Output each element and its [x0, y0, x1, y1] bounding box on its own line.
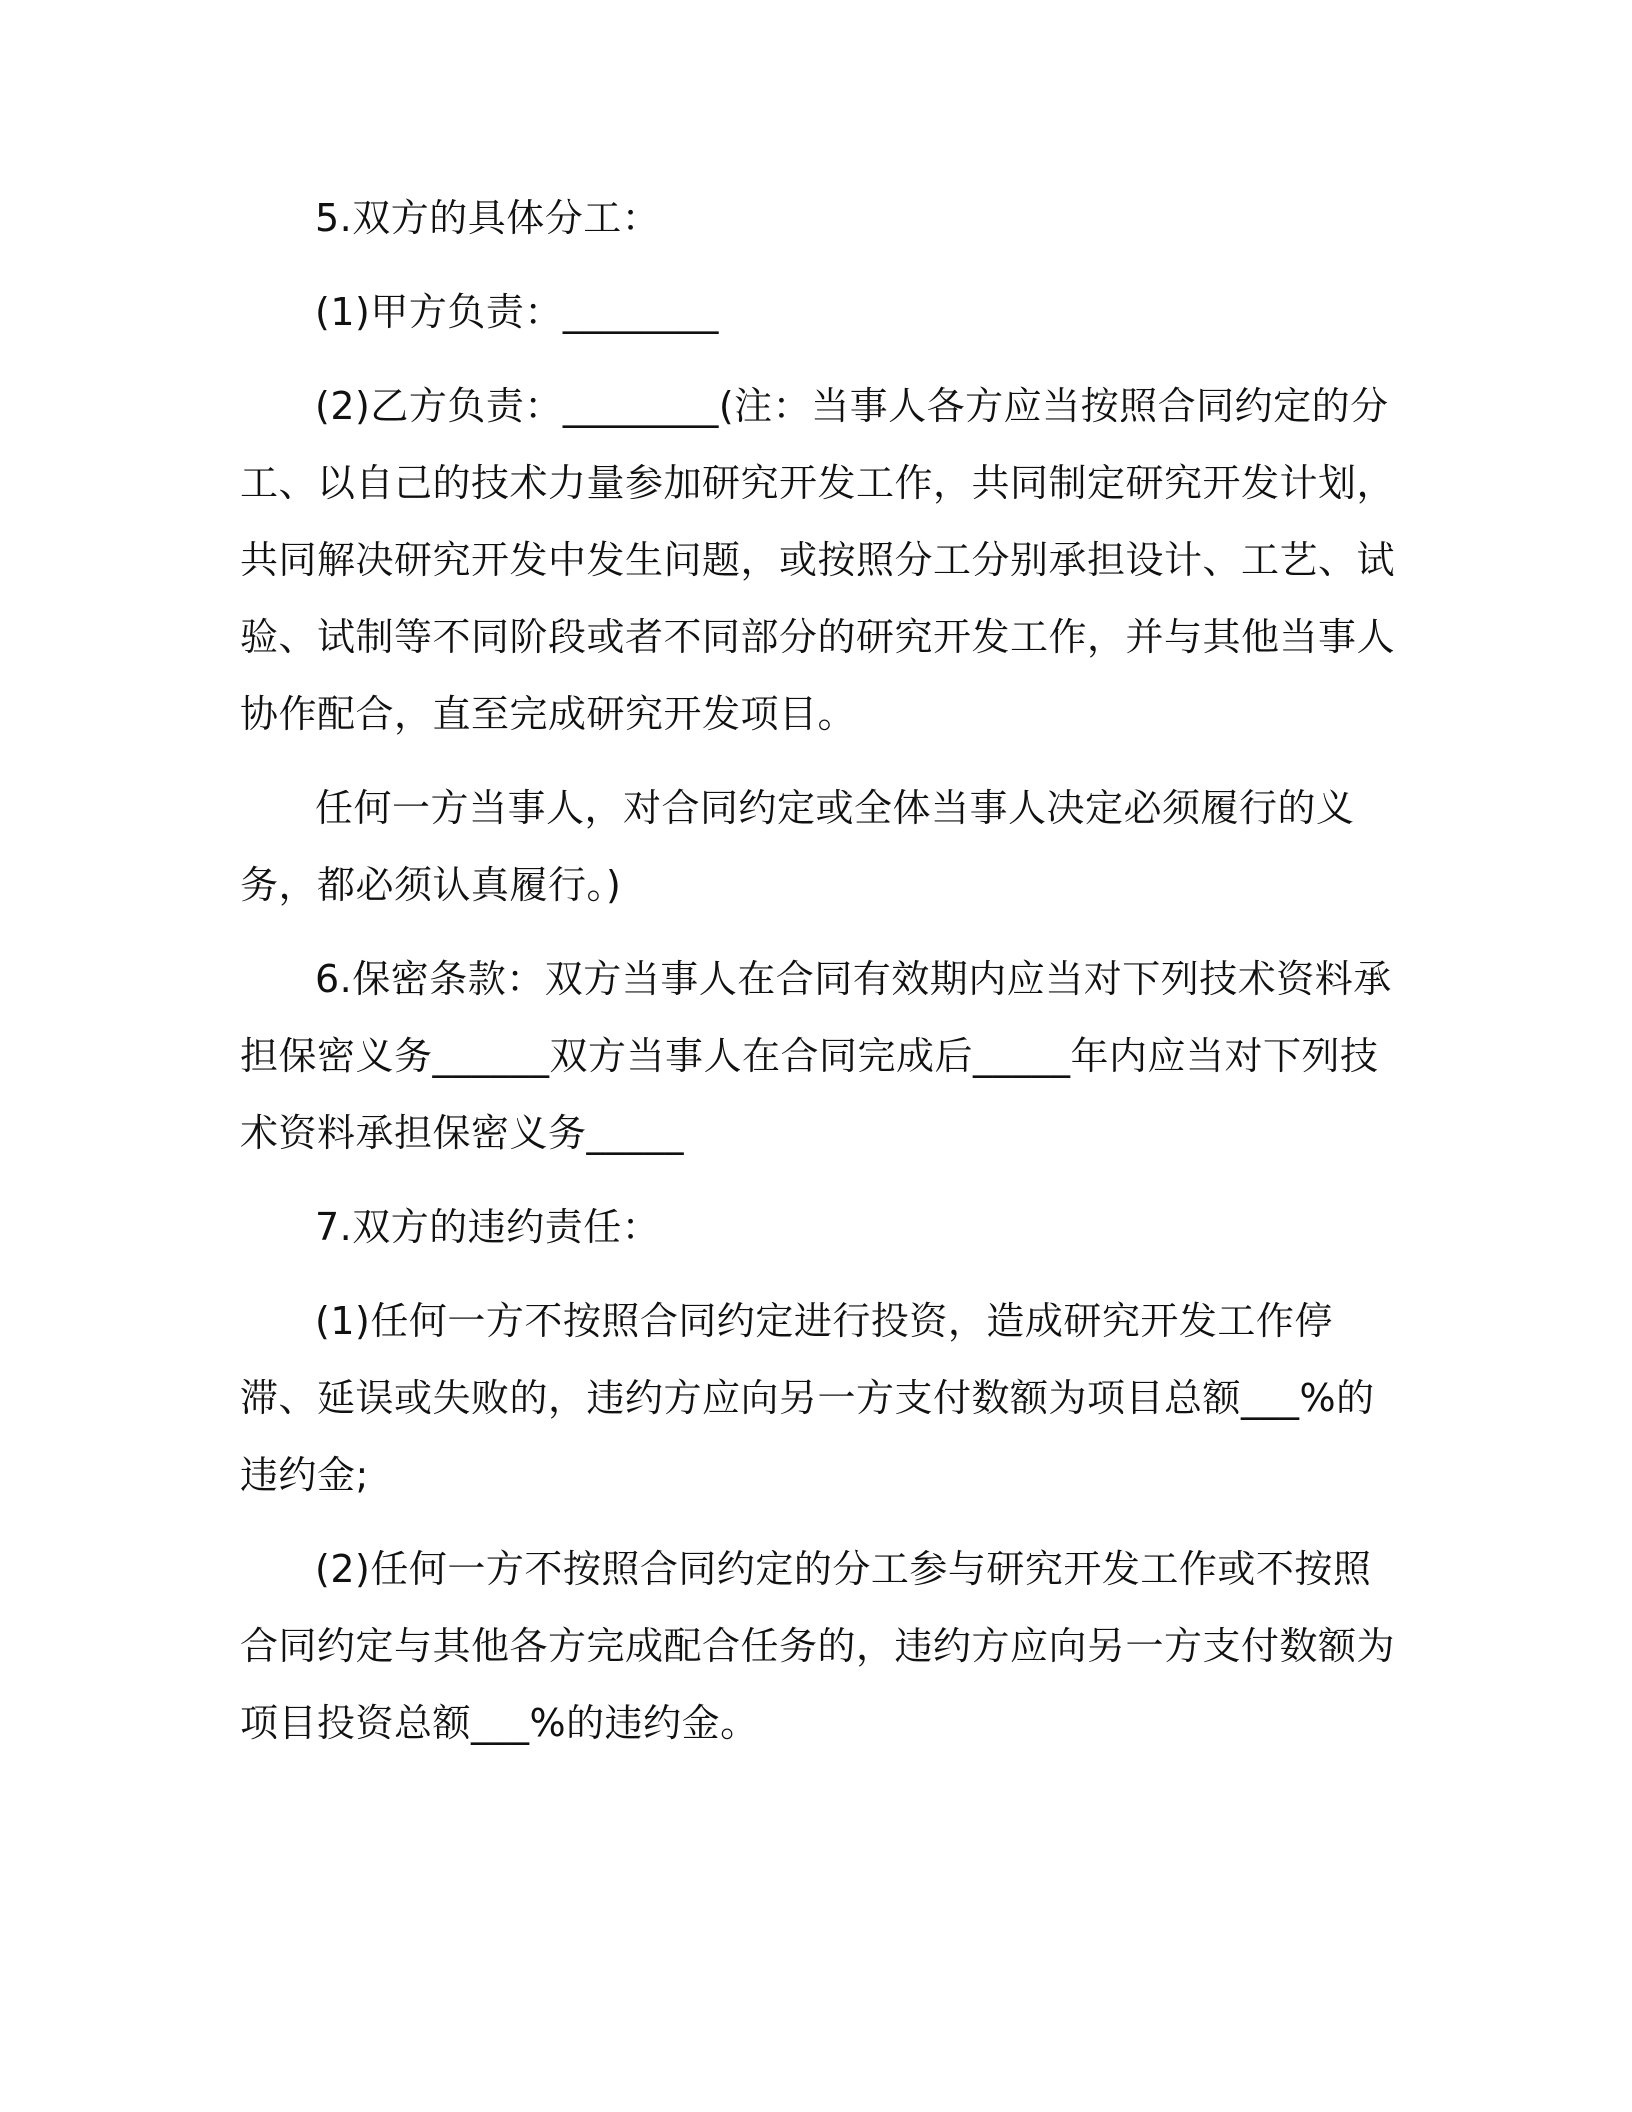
document-body [240, 180, 1400, 1779]
clause-obligation-note: 任何一方当事人，对合同约定或全体当事人决定必须履行的义务，都必须认真履行。) [240, 786, 1355, 907]
clause-liability-investment: (1)任何一方不按照合同约定进行投资，造成研究开发工作停滞、延误或失败的，违约方应向另一方支付数额为项目总额___%的违约金; [240, 1299, 1375, 1497]
clause-party-b-responsibility: (2)乙方负责：________(注：当事人各方应当按照合同约定的分工、以自己的技术力量参加研究开发工作，共同制定研究开发计划，共同解决研究开发中发生问题，或按照分工分别承担设计、工艺、试验、试制等不同阶段或者不同部分的研究开发工作，并与其他当事人协作配合，直至完成研究开发项目。 [240, 384, 1396, 736]
clause-liability-cooperation: (2)任何一方不按照合同约定的分工参与研究开发工作或不按照合同约定与其他各方完成配合任务的，违约方应向另一方支付数额为项目投资总额___%的违约金。 [240, 1547, 1396, 1745]
section-heading-division-of-labor: 5.双方的具体分工： [315, 196, 661, 240]
clause-confidentiality: 6.保密条款：双方当事人在合同有效期内应当对下列技术资料承担保密义务______双方当事人在合同完成后_____年内应当对下列技术资料承担保密义务_____ [240, 957, 1392, 1155]
clause-party-a-responsibility: (1)甲方负责：________ [315, 290, 719, 334]
section-heading-liability: 7.双方的违约责任： [315, 1205, 661, 1249]
